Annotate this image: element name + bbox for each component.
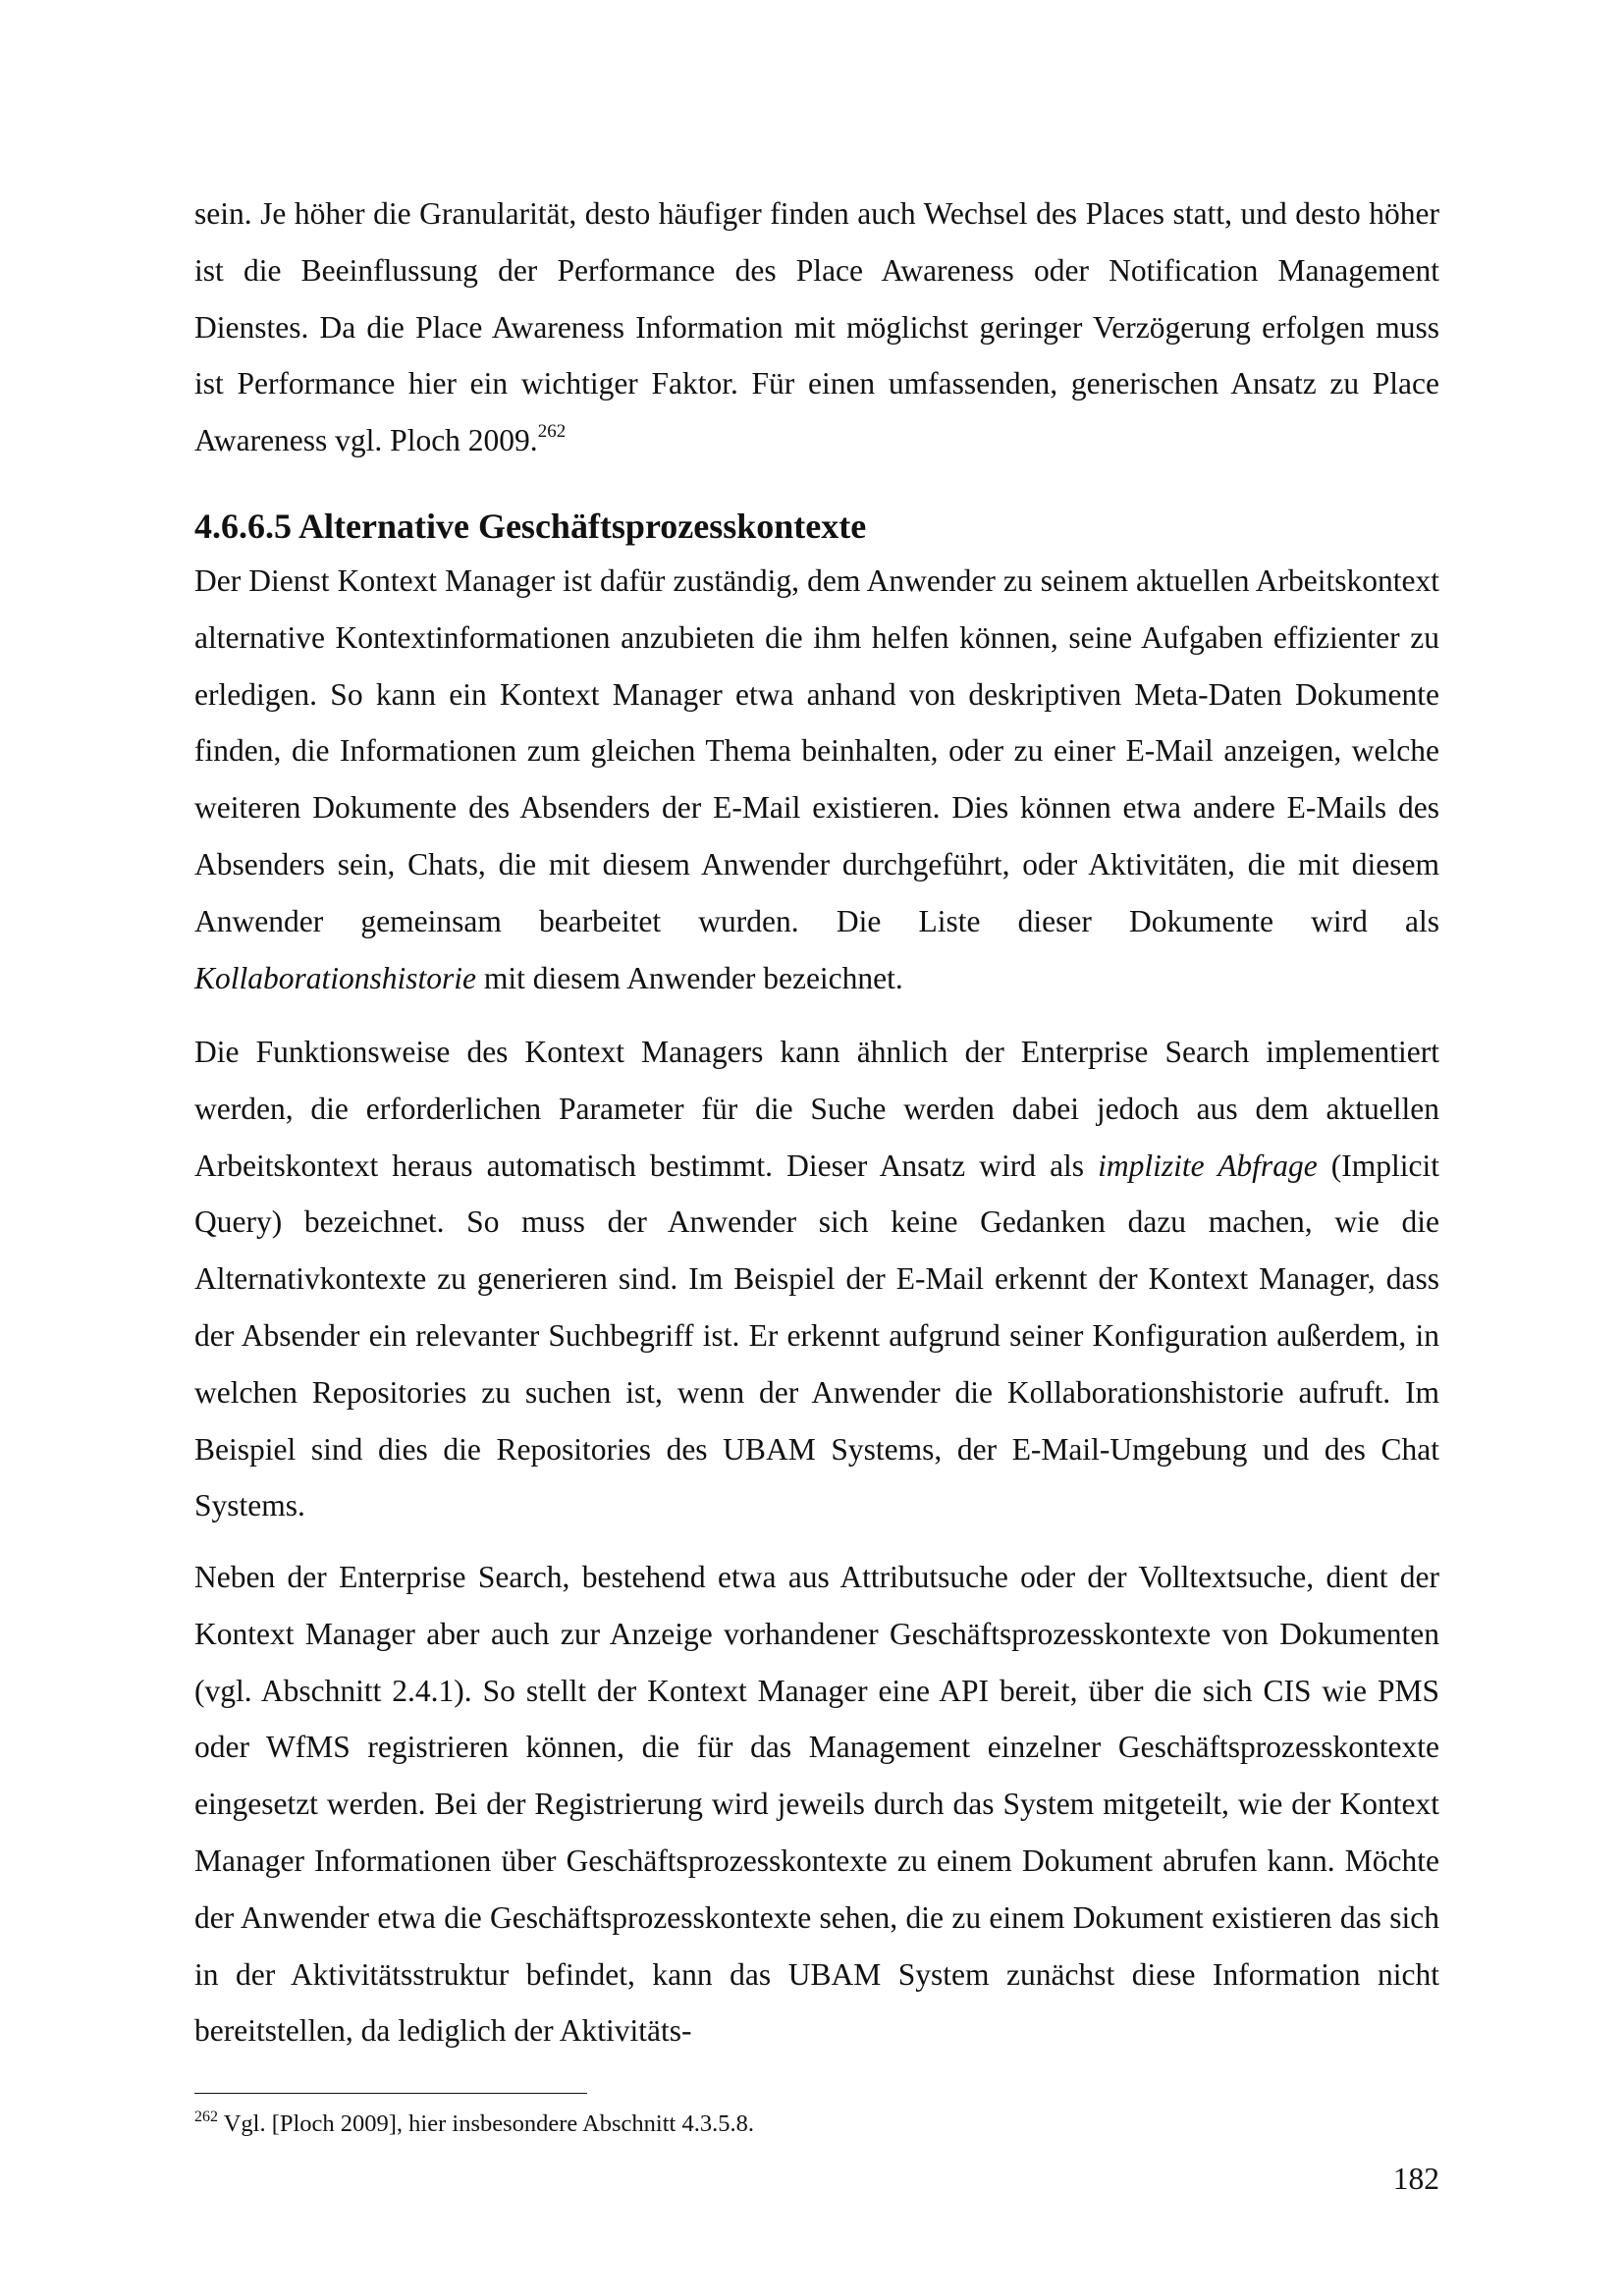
footnote-marker: 262 [194, 2109, 218, 2125]
paragraph-kontext-manager [194, 553, 1439, 1006]
page-number: 182 [1392, 2162, 1439, 2196]
footnote-reference: 262 [537, 421, 567, 443]
section-number: 4.6.6.5 [194, 507, 292, 546]
paragraph-text: Die Funktionsweise des Kontext Managers kann ähnlich der Enterprise Search implementiert werden, die erforderlichen Parameter für die Suche werden dabei jedoch aus dem aktuellen Arbeitskontext heraus automatisch bestimmt. Dieser Ansatz wird als [194, 1035, 1439, 1183]
emphasis-term: implizite Abfrage [1098, 1148, 1318, 1183]
paragraph-text: Der Dienst Kontext Manager ist dafür zuständig, dem Anwender zu seinem aktuellen Arbeitskontext alternative Kontextinformationen anzubieten die ihm helfen können, seine Aufgaben effizienter zu erledigen. So kann ein Kontext Manager etwa anhand von deskriptiven Meta-Daten Dokumente finden, die Informationen zum gleichen Thema beinhalten, oder zu einer E-Mail anzeigen, welche weiteren Dokumente des Absenders der E-Mail existieren. Dies können etwa andere E-Mails des Absenders sein, Chats, die mit diesem Anwender durchgeführt, oder Aktivitäten, die mit diesem Anwender gemeinsam bearbeitet wurden. Die Liste dieser Dokumente wird als [194, 563, 1439, 938]
emphasis-term: Kollaborationshistorie [194, 960, 477, 995]
footnote [194, 2109, 754, 2140]
paragraph-text: sein. Je höher die Granularität, desto häufiger finden auch Wechsel des Places statt, und desto höher ist die Beeinflussung der Performance des Place Awareness oder Notification Management Dienstes. Da die Place Awareness Information mit möglichst geringer Verzögerung erfolgen muss ist Performance hier ein wichtiger Faktor. Für einen umfassenden, generischen Ansatz zu Place Awareness vgl. Ploch 2009. [194, 196, 1439, 458]
paragraph-text: mit diesem Anwender bezeichnet. [476, 960, 903, 995]
paragraph-enterprise-search [194, 1549, 1439, 2059]
paragraph-text: (Implicit Query) bezeichnet. So muss der Anwender sich keine Gedanken dazu machen, wie die Alternativkontexte zu generieren sind. Im Beispiel der E-Mail erkennt der Kontext Manager, dass der Absender ein relevanter Suchbegriff ist. Er erkennt aufgrund seiner Konfiguration außerdem, in welchen Repositories zu suchen ist, wenn der Anwender die Kollaborationshistorie aufruft. Im Beispiel sind dies die Repositories des UBAM Systems, der E-Mail-Umgebung und des Chat Systems. [194, 1148, 1439, 1523]
footnote-text: Vgl. [Ploch 2009], hier insbesondere Abschnitt 4.3.5.8. [223, 2110, 754, 2137]
paragraph-place-awareness [194, 186, 1439, 469]
paragraph-implicit-query [194, 1024, 1439, 1534]
paragraph-text: Neben der Enterprise Search, bestehend etwa aus Attributsuche oder der Volltextsuche, dient der Kontext Manager aber auch zur Anzeige vorhandener Geschäftsprozesskontexte von Dokumenten (vgl. Abschnitt 2.4.1). So stellt der Kontext Manager eine API bereit, über die sich CIS wie PMS oder WfMS registrieren können, die für das Management einzelner Geschäftsprozesskontexte eingesetzt werden. Bei der Registrierung wird jeweils durch das System mitgeteilt, wie der Kontext Manager Informationen über Geschäftsprozesskontexte zu einem Dokument abrufen kann. Möchte der Anwender etwa die Geschäftsprozesskontexte sehen, die zu einem Dokument existieren das sich in der Aktivitätsstruktur befindet, kann das UBAM System zunächst diese Information nicht bereitstellen, da lediglich der Aktivitäts- [194, 1560, 1439, 2049]
footnote-divider [194, 2093, 587, 2094]
section-heading [194, 503, 866, 550]
section-title: Alternative Geschäftsprozesskontexte [298, 507, 867, 546]
